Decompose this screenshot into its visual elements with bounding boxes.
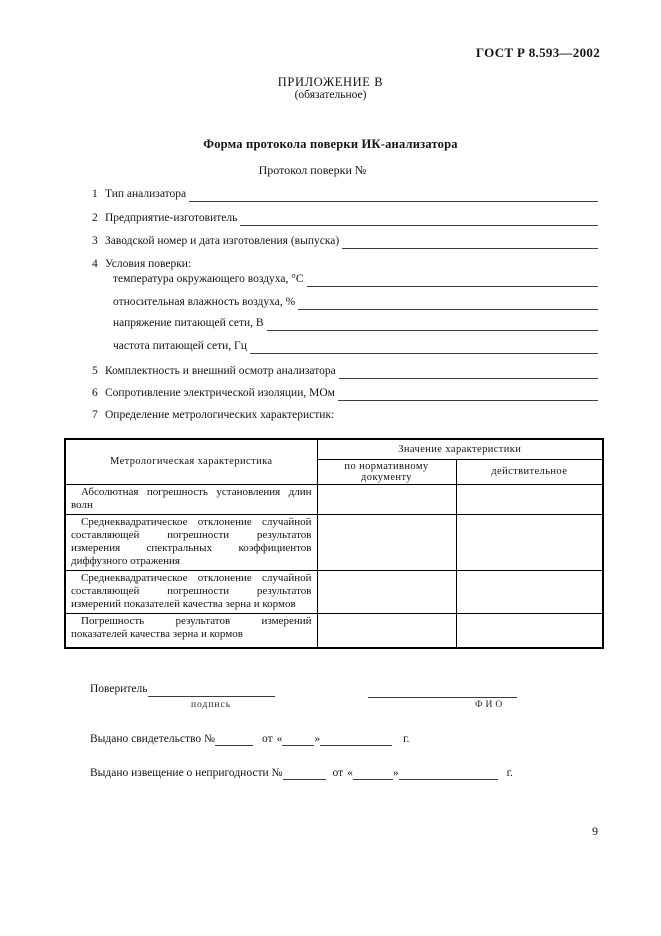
open-quote: « <box>276 733 283 745</box>
item-number: 7 <box>92 409 98 421</box>
item-number: 1 <box>92 188 98 200</box>
form-item-frequency <box>113 338 598 354</box>
fill-in-line <box>250 353 598 354</box>
form-item-manufacturer <box>92 210 598 226</box>
actual-value-cell <box>456 570 603 613</box>
certificate-day-blank <box>282 745 314 746</box>
fill-in-line <box>342 248 598 249</box>
form-item-voltage <box>113 315 598 331</box>
characteristic-cell: Среднеквадратическое отклонение случайной составляющей погрешности результатов измерений показателей качества зерна и кормов <box>65 570 317 613</box>
item-label: напряжение питающей сети, В <box>113 317 264 329</box>
item-number: 5 <box>92 365 98 377</box>
certificate-year-suffix: г. <box>403 733 410 745</box>
item-label: Заводской номер и дата изготовления (выпуска) <box>105 235 340 247</box>
form-title: Форма протокола поверки ИК-анализатора <box>203 137 458 151</box>
notice-year-suffix: г. <box>506 767 513 779</box>
notice-from: от <box>332 767 344 779</box>
page-number: 9 <box>592 824 598 838</box>
characteristic-cell: Абсолютная погрешность установления длин волн <box>65 484 317 514</box>
certificate-month-blank <box>320 745 392 746</box>
item-number: 4 <box>92 258 98 270</box>
form-item-metrological-characteristics <box>92 407 598 423</box>
item-label: Комплектность и внешний осмотр анализатора <box>105 365 336 377</box>
fill-in-line <box>267 330 598 331</box>
table-header-normative: по нормативному документу <box>317 459 456 484</box>
name-line <box>368 697 517 698</box>
fill-in-line <box>240 225 598 226</box>
normative-value-cell <box>317 613 456 648</box>
table-row <box>65 484 603 514</box>
item-number: 3 <box>92 235 98 247</box>
form-item-conditions <box>92 256 598 272</box>
signature-line <box>148 696 275 697</box>
notice-day-blank <box>353 779 393 780</box>
certificate-number-blank <box>215 745 253 746</box>
actual-value-cell <box>456 514 603 570</box>
item-number: 6 <box>92 387 98 399</box>
open-quote: « <box>347 767 353 779</box>
fill-in-line <box>298 309 598 310</box>
notice-prefix: Выдано извещение о непригодности № <box>90 767 283 779</box>
item-label: Определение метрологических характеристик: <box>105 409 335 421</box>
form-item-analyzer-type <box>92 186 598 202</box>
appendix-note: (обязательное) <box>294 89 367 101</box>
certificate-prefix: Выдано свидетельство № <box>90 733 215 745</box>
item-label: частота питающей сети, Гц <box>113 340 247 352</box>
form-item-completeness <box>92 363 598 379</box>
certificate-from: от <box>261 733 273 745</box>
table-header-characteristic: Метрологическая характеристика <box>65 439 317 484</box>
normative-value-cell <box>317 514 456 570</box>
characteristic-cell: Погрешность результатов измерений показателей качества зерна и кормов <box>65 613 317 648</box>
verifier-label: Поверитель <box>90 683 148 695</box>
protocol-number-line: Протокол поверки № <box>258 163 367 177</box>
appendix-title: ПРИЛОЖЕНИЕ В <box>277 75 384 89</box>
table-row <box>65 514 603 570</box>
item-label: Тип анализатора <box>105 188 187 200</box>
item-label: Условия поверки: <box>105 258 192 270</box>
fill-in-line <box>339 378 598 379</box>
name-caption: ФИО <box>475 700 506 710</box>
notice-number-blank <box>283 779 326 780</box>
fill-in-line <box>338 400 598 401</box>
fill-in-line <box>189 201 598 202</box>
notice-issued-line <box>90 765 513 781</box>
certificate-issued-line <box>90 731 409 747</box>
characteristic-cell: Среднеквадратическое отклонение случайной составляющей погрешности результатов измерения спектральных коэффициентов диффузного отражения <box>65 514 317 570</box>
form-item-insulation-resistance <box>92 385 598 401</box>
form-item-serial-number <box>92 233 598 249</box>
doc-code: ГОСТ Р 8.593—2002 <box>475 45 600 60</box>
verifier-row <box>90 681 275 697</box>
metrological-characteristics-table <box>64 438 604 649</box>
item-label: Сопротивление электрической изоляции, МОм <box>105 387 335 399</box>
item-label: температура окружающего воздуха, °С <box>113 273 304 285</box>
table-header-value-group: Значение характеристики <box>317 439 603 459</box>
normative-value-cell <box>317 484 456 514</box>
table-row <box>65 570 603 613</box>
item-number: 2 <box>92 212 98 224</box>
close-quote: » <box>392 767 399 779</box>
form-item-humidity <box>113 294 598 310</box>
fill-in-line <box>307 286 598 287</box>
actual-value-cell <box>456 613 603 648</box>
normative-value-cell <box>317 570 456 613</box>
close-quote: » <box>314 733 321 745</box>
table-row <box>65 613 603 648</box>
actual-value-cell <box>456 484 603 514</box>
notice-month-blank <box>399 779 498 780</box>
table-header-actual: действительное <box>456 459 603 484</box>
form-item-temperature <box>113 271 598 287</box>
item-label: Предприятие-изготовитель <box>105 212 238 224</box>
signature-caption: подпись <box>190 700 232 710</box>
item-label: относительная влажность воздуха, % <box>113 296 296 308</box>
